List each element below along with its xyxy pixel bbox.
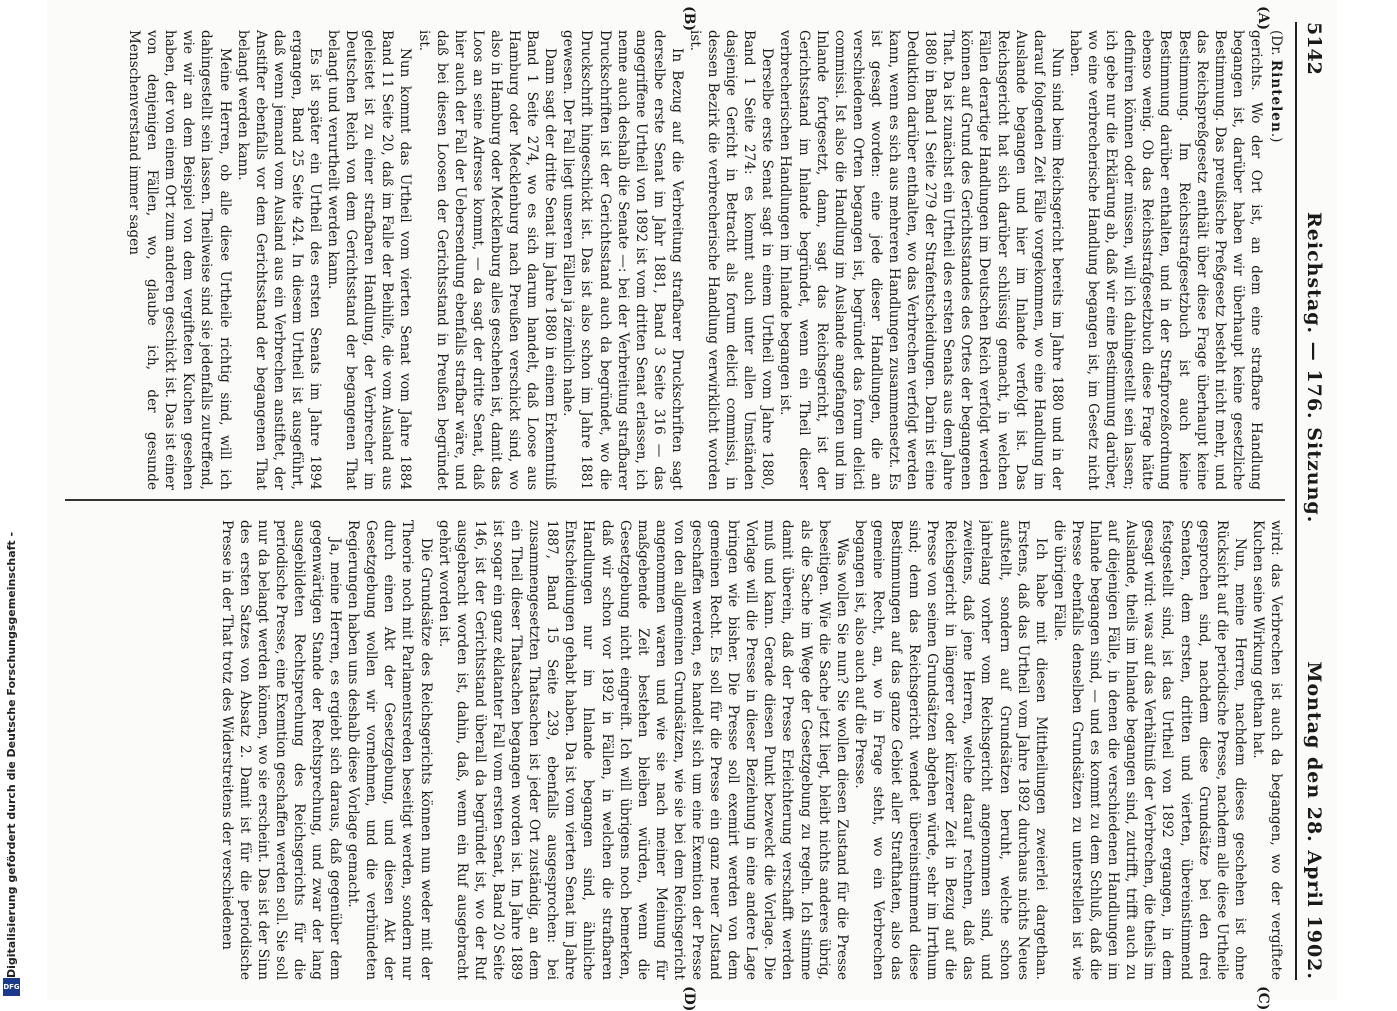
paragraph: Dann sagt der dritte Senat im Jahre 1880 in einem Erkenntniß Band 1 Seite 274, wo es sich darum handelt, daß Loose aus Hamburg oder Mecklenburg nach Preußen verschickt sind, wo also in Hamburg oder Mecklenburg alles geschehen ist, damit das Loos an seine Adresse kommt, — da sagt der dritte Senat, daß hier auch der Fall der Uebersendung ebenfalls strafbar wäre, und daß bei diesen Loosen der Gerichtsstand in Preußen begründet ist. xyxy=(415,30,559,490)
paragraph: Ja, meine Herren, es ergiebt sich daraus, daß gegenüber dem gegenwärtigen Stande der Rechtsprechung, und zwar der lang ausgebildeten Rechtsprechung des Reichsgerichts für die periodische Presse, eine Exemtion geschaffen werden soll. Sie soll nur da belangt werden können, wo sie erscheint. Das ist der Sinn des ersten Satzes von Absatz 2. Damit ist für die periodische Presse in der That trotz des Widerstreitens der verschiedenen xyxy=(218,520,344,980)
dfg-logo-icon: DFG xyxy=(3,978,20,996)
speaker-suffix: .) xyxy=(1268,132,1284,143)
left-column xyxy=(60,30,1285,490)
page-title: Reichstag. — 176. Sitzung. xyxy=(1303,212,1325,524)
margin-mark-a: (A) xyxy=(1255,6,1271,31)
column-divider xyxy=(65,499,1285,501)
running-head xyxy=(1295,22,1331,980)
paragraph: Ich habe mit diesen Mittheilungen zweierlei dargethan. Erstens, daß das Urtheil vom Jahre 1892 durchaus nichts Neues aufstellt, sondern auf Grundsätzen beruht, welche schon jahrelang vorher vom Reichsgericht angenommen sind, und zweitens, daß jene Herren, welche darauf rechnen, daß das Reichsgericht in längerer oder kürzerer Zeit in Bezug auf die Presse von seinen Grundsätzen abgehen würde, sehr im Irrthum sind; denn das Reichsgericht wendet übereinstimmend diese Bestimmungen auf das ganze Gebiet aller Strafthaten, also das gemeine Recht, an, wo in Frage steht, wo ein Verbrechen begangen ist, also auch auf die Presse. xyxy=(851,520,1049,980)
paragraph: Nun, meine Herren, nachdem dieses geschehen ist ohne Rücksicht auf die periodische Presse, nachdem alle diese Urtheile gesprochen sind, nachdem diese Grundsätze bei den drei Senaten, dem ersten, dritten und vierten, übereinstimmend festgestellt sind, ist das Urtheil von 1892 ergangen, in dem gesagt wird: was auf das Verhältniß der Verbrechen, die theils im Auslande, theils im Inlande begangen sind, zutrifft, trifft auch zu auf diejenigen Fälle, in denen die verschiedenen Handlungen im Inlande begangen sind, — und es kommt zu dem Schluß, daß die Presse ebenfalls denselben Grundsätzen zu unterstellen ist wie die übrigen Fälle. xyxy=(1050,520,1248,980)
paragraph: Meine Herren, ob alle diese Urtheile richtig sind, will ich dahingestellt sein lassen. Theilweise sind sie jedenfalls zutreffend, wie wir an dem Beispiel von dem vergifteten Kuchen gesehen haben, der von einem Ort zum anderen geschickt ist. Das ist einer von denjenigen Fällen, wo, glaube ich, der gesunde Menschenverstand immer sagen xyxy=(126,30,233,490)
paragraph: Nun sind beim Reichsgericht bereits im Jahre 1880 und in der darauf folgenden Zeit Fälle vorgekommen, wo eine Handlung im Auslande begangen und hier im Inlande verfolgt ist. Das Reichsgericht hat sich darüber schlüssig gemacht, in welchen Fällen derartige Handlungen im Deutschen Reich verfolgt werden können auf Grund des Gerichtsstandes des Ortes der begangenen That. Da ist zunächst ein Urtheil des ersten Senats aus dem Jahre 1880 in Band 1 Seite 279 der Strafentscheidungen. Darin ist eine Deduktion darüber enthalten, wo das Verbrechen verfolgt werden kann, wenn es sich aus mehreren Handlungen zusammensetzt. Es ist gesagt worden: eine jede dieser Handlungen, die an verschiedenen Orten begangen ist, begründet das forum delicti commissi. Ist also die Handlung im Auslande angefangen und im Inlande fortgesetzt, dann, sagt das Reichsgericht, ist der Gerichtsstand im Inlande begründet, wenn ein Theil dieser verbrecherischen Handlungen im Inlande begangen ist. xyxy=(777,30,1065,490)
paragraph: wird: das Verbrechen ist auch da begangen, wo der vergiftete Kuchen seine Wirkung gethan hat. xyxy=(1249,520,1284,980)
paragraph: Was wollen Sie nun? Sie wollen diesen Zustand für die Presse beseitigen. Wie die Sache jetzt liegt, bleibt nichts anderes übrig, als die Sache im Wege der Gesetzgebung zu regeln. Ich stimme damit überein, daß der Presse Erleichterung verschafft werden muß und kann. Gerade diesen Punkt bezweckt die Vorlage. Die Vorlage will die Presse in dieser Beziehung in eine andere Lage bringen wie bisher. Die Presse soll exemirt werden von dem gemeinen Recht. Es soll für die Presse ein ganz neuer Zustand geschaffen werden, es handelt sich um eine Exemtion der Presse von den allgemeinen Grundsätzen, wie sie bei dem Reichsgericht angenommen waren und wie sie nach meiner Meinung für maßgebende Zeit bestehen bleiben würden, wenn die Gesetzgebung nicht eingreift. Ich will übrigens noch bemerken, daß wir schon vor 1892 in Fällen, in welchen die strafbaren Handlungen nur im Inlande begangen sind, ähnliche Entscheidungen gehabt haben. Da ist vom vierten Senat im Jahre 1887, Band 15 Seite 239, ebenfalls ausgesprochen: bei zusammengesetzten Thatsachen ist jeder Ort zuständig, an dem ein Theil dieser Thatsachen begangen worden ist. Im Jahre 1889 ist sogar ein ganz eklatanter Fall vom ersten Senat, Band 20 Seite 146, ist der Gerichtsstand überall da begründet ist, wo der Ruf ausgebracht worden ist, dahin, daß, wenn ein Ruf ausgebracht gehört worden ist. xyxy=(435,520,850,980)
paragraph: Derselbe erste Senat sagt in einem Urtheil vom Jahre 1880, Band 1 Seite 274: es kommt auch unter allen Umständen dasjenige Gericht in Betracht als forum delicti commissi, in dessen Bezirk die verbrecherische Handlung verwirklicht worden ist. xyxy=(687,30,776,490)
margin-mark-b: (B) xyxy=(681,6,697,32)
paragraph: gerichts. Wo der Ort ist, an dem eine strafbare Handlung begangen ist, darüber haben wir überhaupt keine gesetzliche Bestimmung. Das preußische Preßgesetz besteht nicht mehr, und das Reichspreßgesetz enthält über diese Frage überhaupt keine Bestimmung. Im Reichsstrafgesetzbuch ist auch keine Bestimmung darüber enthalten, und in der Strafprozeßordnung ebenso wenig. Ob das Reichsstrafgesetzbuch diese Frage hätte definiren können oder müssen, will ich dahingestellt sein lassen; ich gebe nur die Erklärung ab, daß wir eine Bestimmung darüber, wo eine verbrecherische Handlung begangen ist, im Gesetz nicht haben. xyxy=(1066,30,1264,490)
rotated-newspaper-page xyxy=(47,0,1337,1011)
paragraph: In Bezug auf die Verbreitung strafbarer Druckschriften sagt derselbe erste Senat im Jahr 1881, Band 3 Seite 316 — das angegriffene Urtheil von 1892 ist vom dritten Senat erlassen, ich nenne auch deshalb die Senate —: bei der Verbreitung strafbarer Druckschriften ist der Gerichtsstand auch da begründet, wo die Druckschrift hingeschickt ist. Das ist also schon im Jahre 1881 gewesen. Der Fall liegt unseren Fällen ja ziemlich nahe. xyxy=(560,30,685,490)
margin-mark-d: (D) xyxy=(681,986,697,1011)
digitization-credit xyxy=(2,531,22,998)
speaker-name: Rintelen xyxy=(1268,59,1284,133)
digitization-note: Digitalisierung gefördert durch die Deutsche Forschungsgemeinschaft - xyxy=(5,531,18,978)
paragraph: Es ist später ein Urtheil des ersten Senats im Jahre 1894 ergangen, Band 25 Seite 424. In diesem Urtheil ist ausgeführt, daß wenn jemand vom Ausland aus ein Verbrechen anstiftet, der Anstifter ebenfalls vor dem Gerichtsstand der begangenen That belangt werden kann. xyxy=(234,30,324,490)
speaker-prefix: (Dr. xyxy=(1268,30,1284,60)
paragraph: Die Grundsätze des Reichsgerichts können nun weder mit der Theorie noch mit Parlamentsreden beseitigt werden, sondern nur durch einen Akt der Gesetzgebung, und diesen Akt der Gesetzgebung wollen wir vornehmen, und die verbündeten Regierungen haben uns deshalb diese Vorlage gemacht. xyxy=(345,520,434,980)
speaker-line xyxy=(1267,30,1285,490)
session-date: Montag den 28. April 1902. xyxy=(1303,661,1325,980)
page-number: 5142 xyxy=(1303,22,1325,75)
margin-mark-c: (C) xyxy=(1255,986,1271,1011)
right-column xyxy=(60,520,1285,980)
paragraph: Nun kommt das Urtheil vom vierten Senat vom Jahre 1884 Band 11 Seite 20, daß im Falle der Beihilfe, die vom Ausland aus geleistet ist zu einer strafbaren Handlung, der Verbrecher im Deutschen Reich von dem Gerichtsstand der begangenen That belangt und verurtheilt werden kann. xyxy=(325,30,414,490)
